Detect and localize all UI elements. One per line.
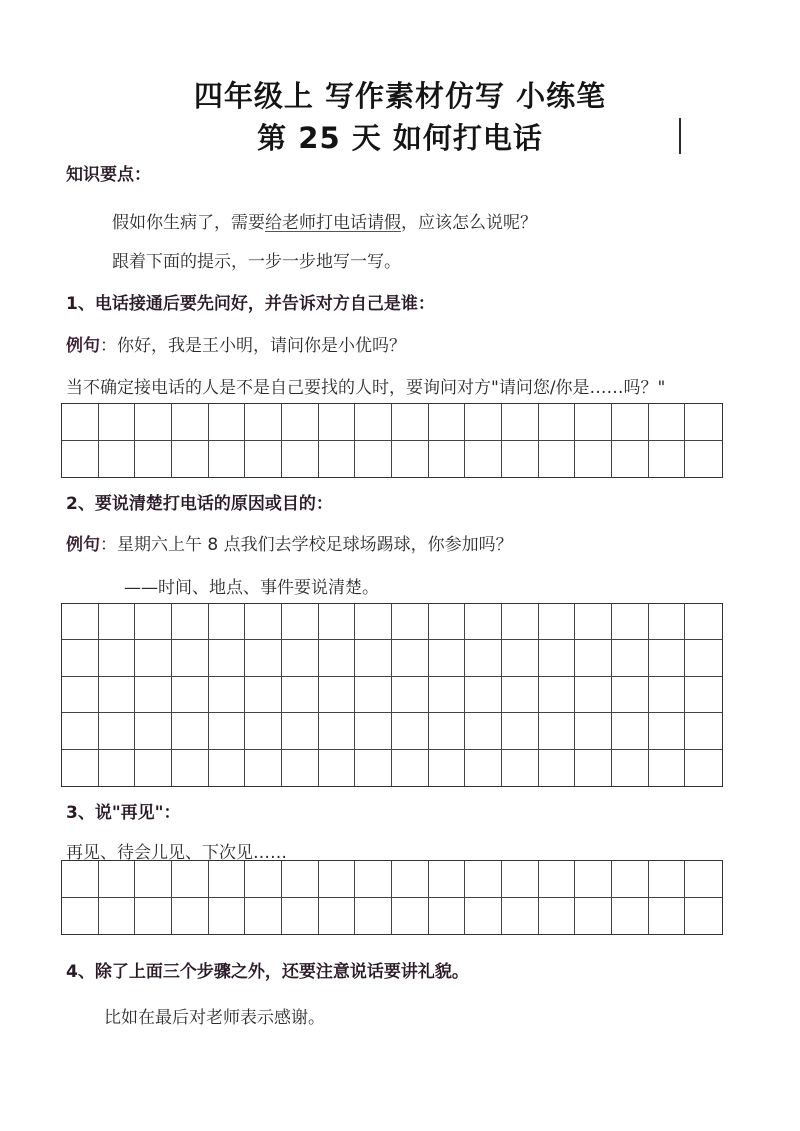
grid-cell[interactable] — [429, 750, 466, 786]
grid-cell[interactable] — [429, 404, 466, 441]
grid-cell[interactable] — [62, 604, 99, 640]
section-3-note: 再见、待会儿见、下次见…… — [66, 843, 287, 863]
section-1-example-label: 例句 — [66, 336, 100, 356]
grid-cell[interactable] — [685, 750, 722, 786]
grid-cell[interactable] — [99, 404, 136, 441]
grid-cell[interactable] — [465, 640, 502, 676]
grid-cell[interactable] — [392, 750, 429, 786]
grid-cell[interactable] — [539, 713, 576, 749]
grid-cell[interactable] — [172, 898, 209, 935]
grid-cell[interactable] — [99, 677, 136, 713]
grid-cell[interactable] — [685, 677, 722, 713]
grid-cell[interactable] — [612, 604, 649, 640]
grid-cell[interactable] — [539, 861, 576, 898]
section-2-heading: 2、要说清楚打电话的原因或目的： — [66, 494, 333, 514]
grid-cell[interactable] — [392, 604, 429, 640]
section-1-heading: 1、电话接通后要先问好，并告诉对方自己是谁： — [66, 294, 435, 314]
grid-cell[interactable] — [99, 441, 136, 478]
grid-cell[interactable] — [539, 750, 576, 786]
grid-cell[interactable] — [319, 750, 356, 786]
grid-cell[interactable] — [502, 640, 539, 676]
grid-cell[interactable] — [355, 713, 392, 749]
grid-cell[interactable] — [62, 640, 99, 676]
grid-cell[interactable] — [392, 640, 429, 676]
grid-cell[interactable] — [502, 713, 539, 749]
grid-cell[interactable] — [99, 604, 136, 640]
grid-cell[interactable] — [612, 861, 649, 898]
grid-cell[interactable] — [575, 861, 612, 898]
section-2-example — [66, 530, 513, 555]
grid-cell[interactable] — [282, 898, 319, 935]
grid-cell[interactable] — [539, 640, 576, 676]
grid-cell[interactable] — [282, 750, 319, 786]
grid-cell[interactable] — [392, 898, 429, 935]
grid-cell[interactable] — [502, 404, 539, 441]
grid-cell[interactable] — [209, 898, 246, 935]
grid-cell[interactable] — [429, 604, 466, 640]
grid-cell[interactable] — [575, 677, 612, 713]
grid-cell[interactable] — [355, 604, 392, 640]
grid-cell[interactable] — [209, 640, 246, 676]
grid-cell[interactable] — [282, 677, 319, 713]
grid-cell[interactable] — [502, 441, 539, 478]
grid-cell[interactable] — [465, 677, 502, 713]
grid-cell[interactable] — [99, 861, 136, 898]
section-1-example — [66, 331, 406, 356]
grid-cell[interactable] — [649, 713, 686, 749]
grid-cell[interactable] — [612, 404, 649, 441]
grid-cell[interactable] — [575, 898, 612, 935]
grid-cell[interactable] — [62, 441, 99, 478]
grid-cell[interactable] — [355, 750, 392, 786]
grid-cell[interactable] — [209, 861, 246, 898]
grid-cell[interactable] — [319, 898, 356, 935]
grid-cell[interactable] — [649, 898, 686, 935]
grid-cell[interactable] — [612, 677, 649, 713]
grid-cell[interactable] — [209, 713, 246, 749]
grid-cell[interactable] — [245, 640, 282, 676]
grid-cell[interactable] — [465, 441, 502, 478]
grid-cell[interactable] — [172, 604, 209, 640]
section-2-example-text: ：星期六上午 8 点我们去学校足球场踢球，你参加吗？ — [100, 535, 513, 555]
grid-cell[interactable] — [99, 640, 136, 676]
grid-cell[interactable] — [429, 861, 466, 898]
grid-cell[interactable] — [649, 441, 686, 478]
grid-cell[interactable] — [282, 861, 319, 898]
grid-cell[interactable] — [575, 441, 612, 478]
grid-cell[interactable] — [465, 713, 502, 749]
page-title: 四年级上 写作素材仿写 小练笔 — [193, 79, 607, 113]
grid-cell[interactable] — [62, 861, 99, 898]
grid-cell[interactable] — [429, 640, 466, 676]
grid-cell[interactable] — [465, 604, 502, 640]
grid-cell[interactable] — [245, 677, 282, 713]
section-3-heading: 3、说"再见"： — [66, 803, 181, 823]
grid-cell[interactable] — [502, 861, 539, 898]
grid-cell[interactable] — [502, 604, 539, 640]
grid-cell[interactable] — [172, 640, 209, 676]
grid-cell[interactable] — [172, 441, 209, 478]
knowledge-line-1-post: ，应该怎么说呢？ — [401, 213, 537, 233]
grid-cell[interactable] — [209, 404, 246, 441]
grid-cell[interactable] — [502, 750, 539, 786]
grid-cell[interactable] — [429, 713, 466, 749]
grid-cell[interactable] — [355, 640, 392, 676]
grid-cell[interactable] — [172, 750, 209, 786]
grid-cell[interactable] — [355, 898, 392, 935]
grid-cell[interactable] — [392, 713, 429, 749]
grid-cell[interactable] — [245, 404, 282, 441]
grid-cell[interactable] — [612, 441, 649, 478]
grid-cell[interactable] — [282, 604, 319, 640]
grid-cell[interactable] — [62, 713, 99, 749]
grid-cell[interactable] — [319, 713, 356, 749]
section-4-heading: 4、除了上面三个步骤之外，还要注意说话要讲礼貌。 — [66, 962, 469, 982]
grid-cell[interactable] — [319, 861, 356, 898]
grid-cell[interactable] — [612, 640, 649, 676]
grid-cell[interactable] — [539, 604, 576, 640]
knowledge-line-1-underlined: 给老师打电话请假 — [265, 213, 401, 233]
page-subtitle: 第 25 天 如何打电话 — [257, 121, 543, 155]
grid-cell[interactable] — [209, 604, 246, 640]
grid-cell[interactable] — [685, 713, 722, 749]
grid-cell[interactable] — [649, 404, 686, 441]
grid-cell[interactable] — [575, 404, 612, 441]
grid-cell[interactable] — [135, 441, 172, 478]
section-2-note: ——时间、地点、事件要说清楚。 — [124, 578, 379, 598]
grid-cell[interactable] — [245, 898, 282, 935]
grid-cell[interactable] — [392, 441, 429, 478]
grid-cell[interactable] — [575, 750, 612, 786]
grid-cell[interactable] — [135, 604, 172, 640]
grid-cell[interactable] — [539, 677, 576, 713]
grid-cell[interactable] — [245, 750, 282, 786]
grid-cell[interactable] — [282, 441, 319, 478]
grid-cell[interactable] — [539, 898, 576, 935]
grid-cell[interactable] — [685, 861, 722, 898]
grid-cell[interactable] — [392, 404, 429, 441]
grid-cell[interactable] — [245, 861, 282, 898]
grid-cell[interactable] — [649, 604, 686, 640]
grid-cell[interactable] — [502, 898, 539, 935]
grid-cell[interactable] — [502, 677, 539, 713]
grid-cell[interactable] — [355, 404, 392, 441]
grid-cell[interactable] — [135, 898, 172, 935]
grid-cell[interactable] — [539, 404, 576, 441]
grid-cell[interactable] — [355, 441, 392, 478]
grid-cell[interactable] — [209, 750, 246, 786]
grid-cell[interactable] — [685, 404, 722, 441]
knowledge-line-1 — [112, 208, 537, 233]
grid-cell[interactable] — [135, 750, 172, 786]
grid-cell[interactable] — [62, 750, 99, 786]
grid-cell[interactable] — [392, 861, 429, 898]
grid-cell[interactable] — [575, 713, 612, 749]
section-1-example-text: ：你好，我是王小明，请问你是小优吗？ — [100, 336, 406, 356]
grid-cell[interactable] — [245, 441, 282, 478]
grid-cell[interactable] — [282, 404, 319, 441]
grid-cell[interactable] — [685, 898, 722, 935]
grid-cell[interactable] — [355, 861, 392, 898]
scan-mark — [679, 118, 681, 154]
grid-cell[interactable] — [429, 677, 466, 713]
grid-cell[interactable] — [245, 604, 282, 640]
grid-cell[interactable] — [539, 441, 576, 478]
grid-cell[interactable] — [575, 604, 612, 640]
grid-cell[interactable] — [612, 750, 649, 786]
grid-cell[interactable] — [135, 640, 172, 676]
grid-cell[interactable] — [99, 750, 136, 786]
section-2-example-label: 例句 — [66, 535, 100, 555]
grid-cell[interactable] — [319, 677, 356, 713]
grid-cell[interactable] — [99, 898, 136, 935]
grid-cell[interactable] — [135, 861, 172, 898]
grid-cell[interactable] — [319, 604, 356, 640]
writing-grid-2[interactable] — [61, 603, 723, 787]
writing-grid-3[interactable] — [61, 860, 723, 935]
grid-cell[interactable] — [282, 713, 319, 749]
grid-cell[interactable] — [319, 404, 356, 441]
grid-cell[interactable] — [429, 441, 466, 478]
grid-cell[interactable] — [245, 713, 282, 749]
grid-cell[interactable] — [135, 404, 172, 441]
grid-cell[interactable] — [135, 677, 172, 713]
grid-cell[interactable] — [392, 677, 429, 713]
grid-cell[interactable] — [649, 750, 686, 786]
knowledge-label: 知识要点： — [66, 165, 151, 185]
grid-cell[interactable] — [685, 640, 722, 676]
grid-cell[interactable] — [649, 861, 686, 898]
grid-cell[interactable] — [612, 898, 649, 935]
grid-cell[interactable] — [685, 441, 722, 478]
grid-cell[interactable] — [429, 898, 466, 935]
grid-cell[interactable] — [62, 677, 99, 713]
grid-cell[interactable] — [209, 677, 246, 713]
grid-cell[interactable] — [282, 640, 319, 676]
grid-cell[interactable] — [612, 713, 649, 749]
grid-cell[interactable] — [209, 441, 246, 478]
grid-cell[interactable] — [649, 677, 686, 713]
grid-cell[interactable] — [465, 750, 502, 786]
grid-cell[interactable] — [575, 640, 612, 676]
grid-cell[interactable] — [685, 604, 722, 640]
grid-cell[interactable] — [172, 677, 209, 713]
grid-cell[interactable] — [99, 713, 136, 749]
grid-cell[interactable] — [465, 898, 502, 935]
grid-cell[interactable] — [465, 404, 502, 441]
grid-cell[interactable] — [355, 677, 392, 713]
grid-cell[interactable] — [172, 861, 209, 898]
grid-cell[interactable] — [62, 898, 99, 935]
grid-cell[interactable] — [465, 861, 502, 898]
section-4-note: 比如在最后对老师表示感谢。 — [104, 1008, 325, 1028]
knowledge-line-2: 跟着下面的提示，一步一步地写一写。 — [112, 252, 401, 272]
section-1-note: 当不确定接电话的人是不是自己要找的人时，要询问对方"请问您/你是……吗？" — [66, 378, 666, 398]
grid-cell[interactable] — [649, 640, 686, 676]
grid-cell[interactable] — [319, 441, 356, 478]
grid-cell[interactable] — [62, 404, 99, 441]
grid-cell[interactable] — [319, 640, 356, 676]
grid-cell[interactable] — [172, 404, 209, 441]
knowledge-line-1-pre: 假如你生病了，需要 — [112, 213, 265, 233]
grid-cell[interactable] — [135, 713, 172, 749]
grid-cell[interactable] — [172, 713, 209, 749]
writing-grid-1[interactable] — [61, 403, 723, 478]
